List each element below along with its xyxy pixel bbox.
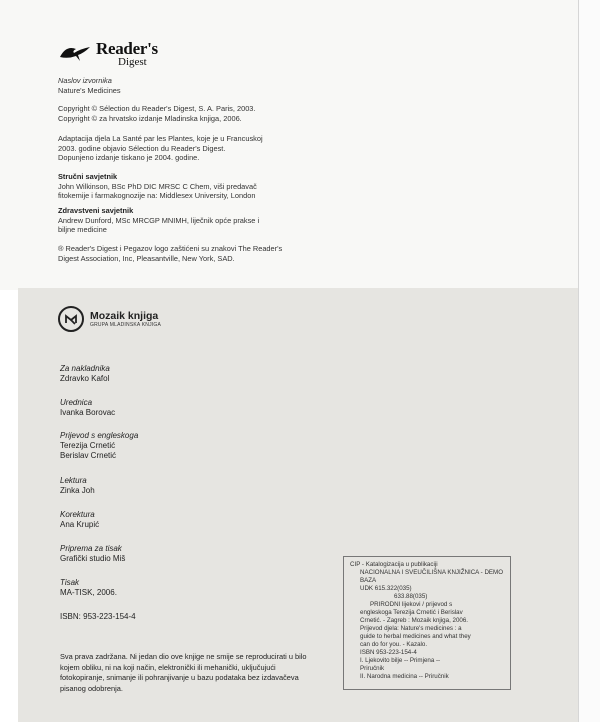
cip-entry-line: guide to herbal medicines and what they xyxy=(360,633,471,640)
credit-name: Terezija Crnetić xyxy=(60,441,116,450)
adaptation-line: 2003. godine objavio Sélection du Reader's Digest. xyxy=(58,143,226,153)
credit-printing xyxy=(60,578,117,598)
trademark-line: ® Reader's Digest i Pegazov logo zaštićeni su znakovi The Reader's xyxy=(58,244,283,253)
credit-publisher xyxy=(60,364,110,384)
credit-role: Tisak xyxy=(60,578,80,587)
readers-digest-logo xyxy=(58,40,158,68)
cip-entry-line: ISBN 953-223-154-4 xyxy=(360,649,417,656)
credit-name: Zdravko Kafol xyxy=(60,374,110,383)
credit-translation xyxy=(60,431,138,461)
cip-entry-line: Priručnik xyxy=(360,665,385,672)
credit-role: Urednica xyxy=(60,398,93,407)
credit-role: Lektura xyxy=(60,476,87,485)
original-title-block xyxy=(58,76,121,95)
original-title-value: Nature's Medicines xyxy=(58,85,121,95)
adaptation-line: Dopunjeno izdanje tiskano je 2004. godine. xyxy=(58,153,200,163)
expert-advisor-line: fitokemije i farmakognozije na: Middlesex University, London xyxy=(58,191,256,201)
cip-entry-line: Prijevod djela: Nature's medicines : a xyxy=(360,625,462,632)
logo-line-1: Reader's xyxy=(96,39,158,58)
trademark-block xyxy=(58,244,282,263)
expert-advisor-block xyxy=(58,172,257,201)
credit-role: Za nakladnika xyxy=(60,364,110,373)
cip-entry-line: engleskoga Terezija Crnetić i Berislav xyxy=(360,609,463,616)
mozaik-knjiga-logo xyxy=(58,306,161,332)
credit-name: MA-TISK, 2006. xyxy=(60,588,117,597)
rights-notice: Sva prava zadržana. Ni jedan dio ove knjige ne smije se reproducirati u bilo kojem obliku, ni na koji način, elektronički ili mehanički, uključujući fotokopiranje, snimanje ili pohranjivanje u bazu podataka bez izdavačeva pisanog odobrenja. xyxy=(60,652,307,693)
expert-advisor-heading: Stručni savjetnik xyxy=(58,172,118,181)
credit-name: Grafički studio Miš xyxy=(60,554,126,563)
cip-udk: UDK 615.322(035) xyxy=(360,585,412,592)
health-advisor-line: bilјne medicine xyxy=(58,225,107,235)
trademark-line: Digest Association, Inc, Pleasantville, New York, SAD. xyxy=(58,253,235,263)
logo-line-2: Digest xyxy=(118,56,147,68)
credit-name: Zinka Joh xyxy=(60,486,95,495)
health-advisor-block xyxy=(58,206,259,235)
cip-header: CIP - Katalogizacija u publikaciji xyxy=(350,561,438,568)
credit-correction xyxy=(60,510,99,530)
cip-library: NACIONALNA I SVEUČILIŠNA KNJIŽNICA - DEMO BAZA xyxy=(360,569,504,584)
cip-catalog-box xyxy=(343,556,511,690)
facing-page-edge xyxy=(578,0,600,722)
imprint-name: Mozaik knjiga xyxy=(90,310,159,322)
adaptation-block xyxy=(58,134,263,163)
cip-udk: 633.88(035) xyxy=(394,593,428,600)
health-advisor-heading: Zdravstveni savjetnik xyxy=(58,206,134,215)
credit-name: Ivanka Borovac xyxy=(60,408,116,417)
cip-entry-line: PRIRODNI lijekovi / prijevod s xyxy=(370,601,453,608)
cip-entry-line: can do for you. - Kazalo. xyxy=(360,641,428,648)
pegasus-icon xyxy=(58,43,92,65)
credit-role: Priprema za tisak xyxy=(60,544,122,553)
cip-entry-line: Crnetić. - Zagreb : Mozaik knjiga, 2006. xyxy=(360,617,468,624)
credit-role: Prijevod s engleskoga xyxy=(60,431,139,440)
credit-proofreading xyxy=(60,476,95,496)
credit-editor xyxy=(60,398,115,418)
imprint-subtitle: GRUPA MLADINSKA KNJIGA xyxy=(90,322,161,328)
copyright-line: Copyright © za hrvatsko izdanje Mladinska knjiga, 2006. xyxy=(58,113,242,123)
cip-entry-line: II. Narodna medicina -- Priručnik xyxy=(360,673,449,680)
original-title-label: Naslov izvornika xyxy=(58,76,112,85)
copyright-line: Copyright © Sélection du Reader's Digest, S. A. Paris, 2003. xyxy=(58,104,256,113)
isbn: ISBN: 953-223-154-4 xyxy=(60,612,136,621)
copyright-block xyxy=(58,104,255,123)
credit-name: Berislav Crnetić xyxy=(60,451,117,460)
adaptation-line: Adaptacija djela La Santé par les Plantes, koje je u Francuskoj xyxy=(58,134,263,143)
cip-entry-line: I. Ljekovito bilje -- Primjena -- xyxy=(360,657,441,664)
credit-name: Ana Krupić xyxy=(60,520,100,529)
health-advisor-line: Andrew Dunford, MSc MRCGP MNIMH, liječnik opće prakse i xyxy=(58,215,260,225)
credit-role: Korektura xyxy=(60,510,95,519)
mozaik-emblem-icon xyxy=(58,306,84,332)
credit-prepress xyxy=(60,544,125,564)
expert-advisor-line: John Wilkinson, BSc PhD DIC MRSC C Chem, viši predavač xyxy=(58,181,257,191)
